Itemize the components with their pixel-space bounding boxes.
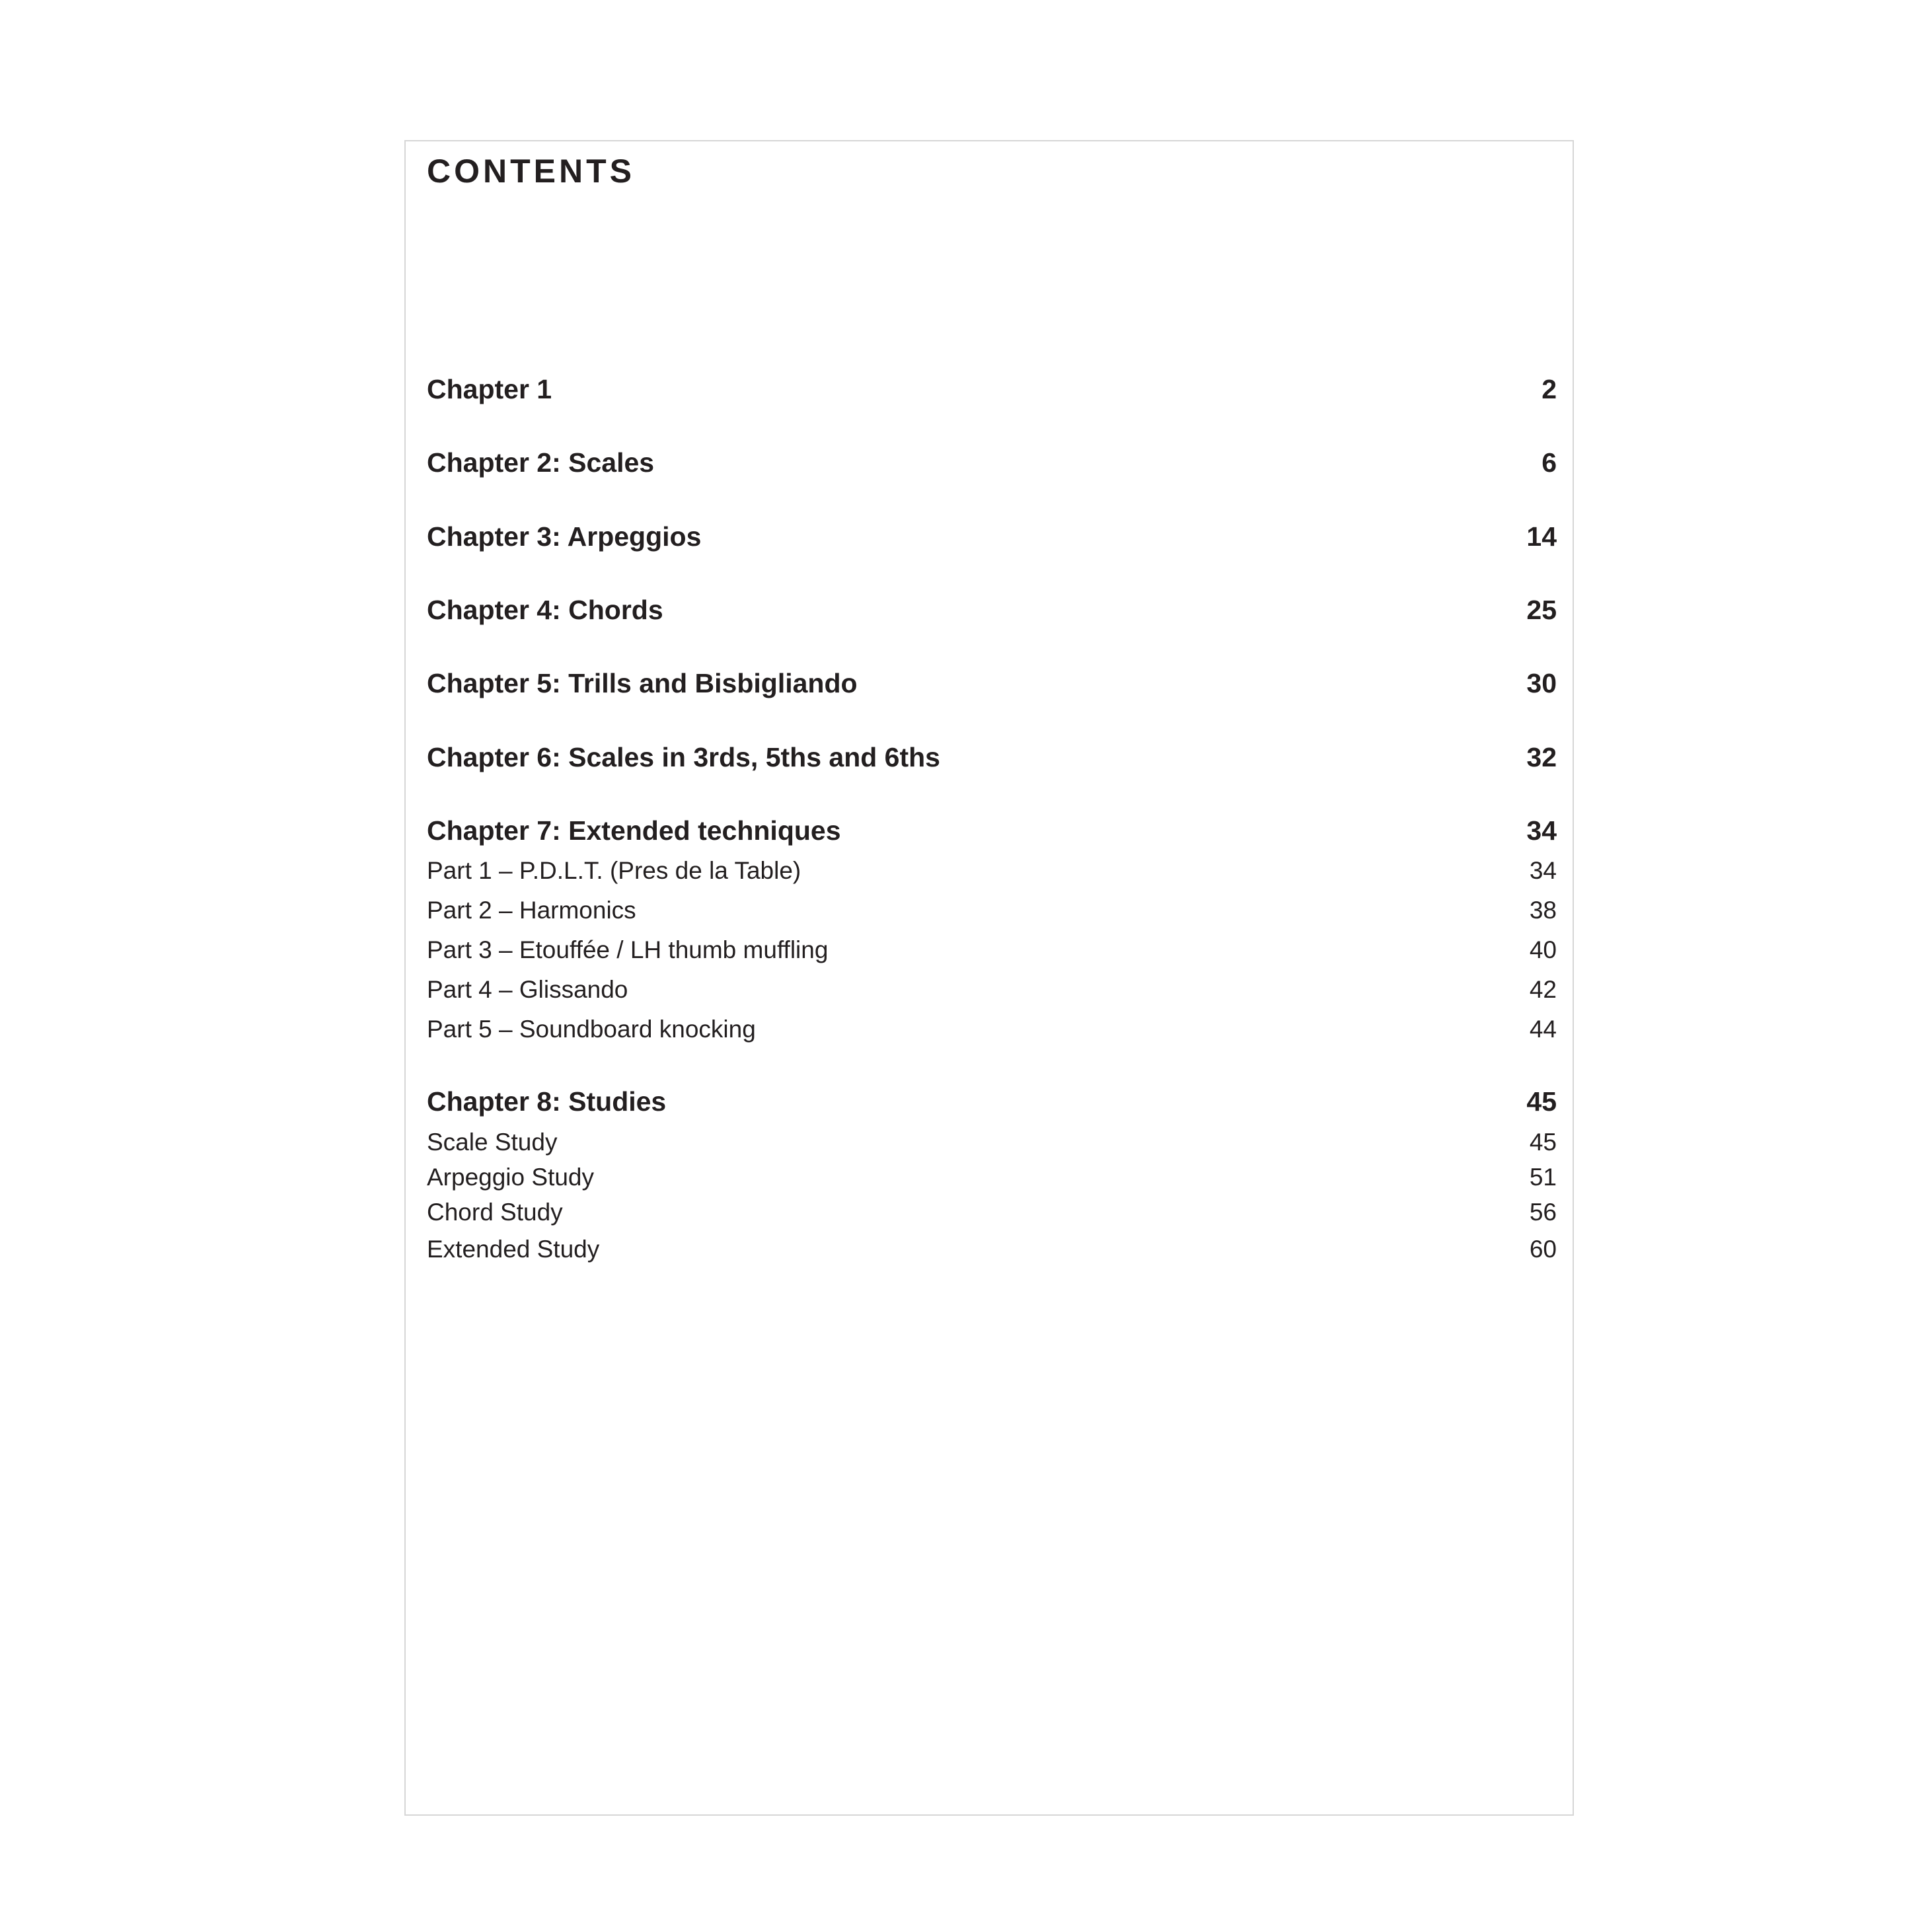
chapter-page-number: 32 [1526, 742, 1557, 772]
toc-chapter-3[interactable] [427, 517, 1557, 556]
toc-chapter-4[interactable] [427, 590, 1557, 630]
chapter-page-number: 34 [1526, 815, 1557, 846]
chapter-page-number: 2 [1542, 374, 1557, 404]
chapter-page-number: 25 [1526, 595, 1557, 625]
part-page-number: 42 [1529, 976, 1557, 1003]
toc-part-3[interactable] [427, 930, 1557, 970]
toc-chapter-6[interactable] [427, 737, 1557, 777]
contents-heading: CONTENTS [427, 153, 635, 190]
study-page-number: 45 [1529, 1129, 1557, 1156]
part-title: Part 5 – Soundboard knocking [427, 1016, 756, 1043]
study-title: Arpeggio Study [427, 1164, 595, 1191]
document-page [404, 140, 1574, 1816]
toc-chapter-5[interactable] [427, 663, 1557, 703]
study-page-number: 56 [1529, 1199, 1557, 1226]
chapter-title: Chapter 8: Studies [427, 1086, 667, 1117]
part-title: Part 3 – Etouffée / LH thumb muffling [427, 936, 829, 963]
toc-chapter-8[interactable] [427, 1082, 1557, 1121]
chapter-title: Chapter 2: Scales [427, 447, 655, 478]
chapter-title: Chapter 5: Trills and Bisbigliando [427, 668, 858, 698]
toc-part-4[interactable] [427, 970, 1557, 1010]
part-title: Part 4 – Glissando [427, 976, 628, 1003]
study-title: Chord Study [427, 1199, 563, 1226]
study-title: Extended Study [427, 1236, 600, 1263]
toc-chapter-7[interactable] [427, 811, 1557, 850]
chapter-title: Chapter 4: Chords [427, 595, 663, 625]
chapter-page-number: 6 [1542, 447, 1557, 478]
toc-study-scale[interactable] [427, 1125, 1557, 1160]
study-page-number: 60 [1529, 1236, 1557, 1263]
toc-part-5[interactable] [427, 1010, 1557, 1049]
toc-study-chord[interactable] [427, 1195, 1557, 1230]
toc-part-1[interactable] [427, 851, 1557, 891]
chapter-page-number: 45 [1526, 1086, 1557, 1117]
part-page-number: 34 [1529, 857, 1557, 884]
toc-study-extended[interactable] [427, 1232, 1557, 1267]
toc-study-arpeggio[interactable] [427, 1160, 1557, 1195]
study-page-number: 51 [1529, 1164, 1557, 1191]
part-page-number: 40 [1529, 936, 1557, 963]
part-page-number: 44 [1529, 1016, 1557, 1043]
study-title: Scale Study [427, 1129, 558, 1156]
part-title: Part 1 – P.D.L.T. (Pres de la Table) [427, 857, 801, 884]
toc-chapter-1[interactable] [427, 369, 1557, 409]
chapter-title: Chapter 6: Scales in 3rds, 5ths and 6ths [427, 742, 940, 772]
toc-part-2[interactable] [427, 891, 1557, 930]
part-title: Part 2 – Harmonics [427, 897, 636, 924]
chapter-page-number: 30 [1526, 668, 1557, 698]
chapter-page-number: 14 [1526, 521, 1557, 552]
part-page-number: 38 [1529, 897, 1557, 924]
table-of-contents [427, 141, 1557, 1263]
toc-chapter-2[interactable] [427, 443, 1557, 482]
chapter-title: Chapter 1 [427, 374, 552, 404]
chapter-title: Chapter 3: Arpeggios [427, 521, 702, 552]
chapter-title: Chapter 7: Extended techniques [427, 815, 841, 846]
